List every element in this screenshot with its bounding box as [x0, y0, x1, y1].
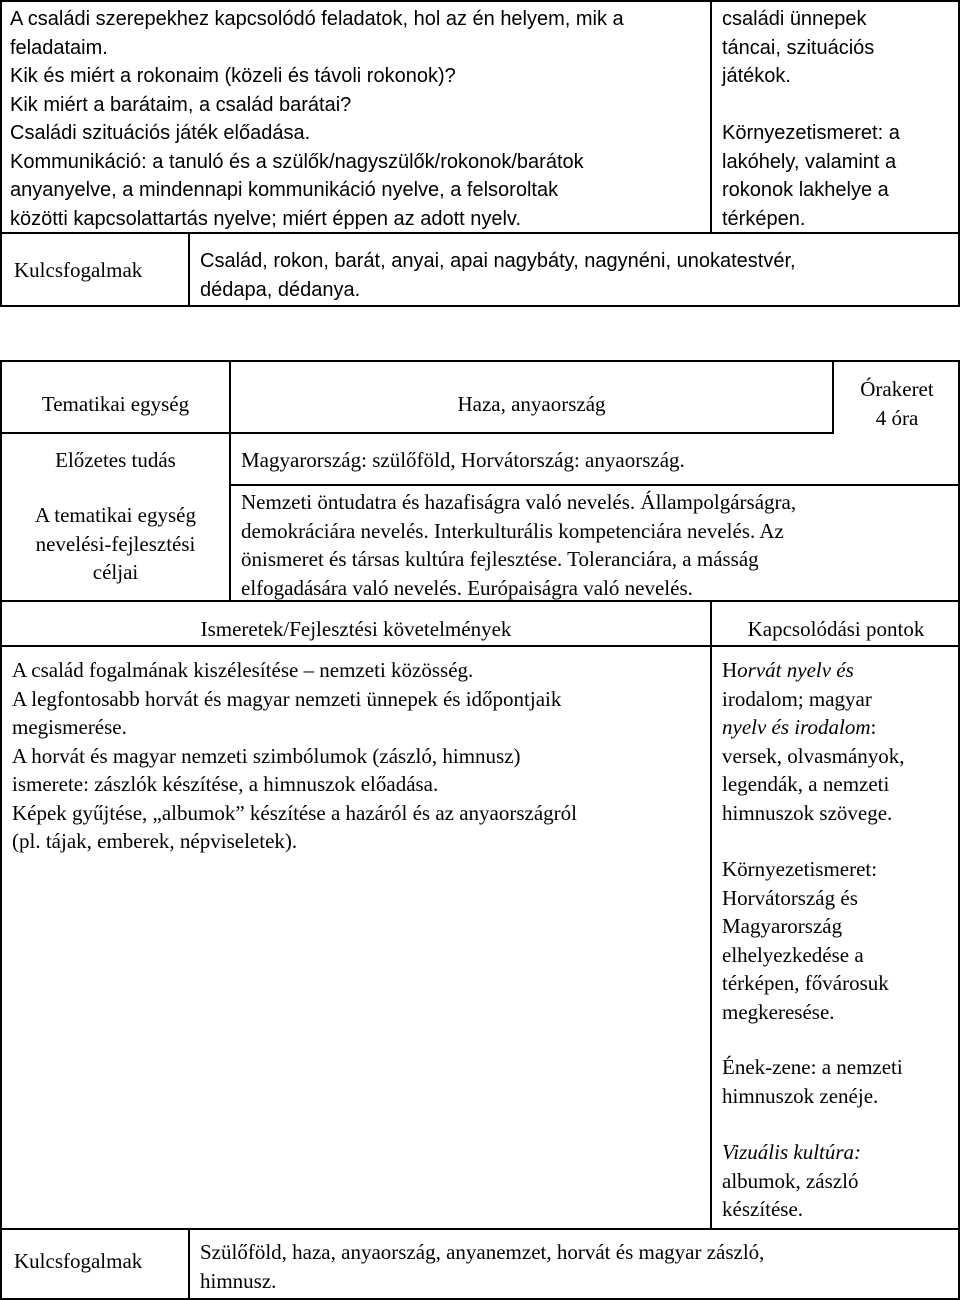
- orakeret-label: Órakeret: [860, 377, 934, 401]
- kapcsolodasi-header: Kapcsolódási pontok: [747, 617, 925, 641]
- table-1-connections-top: családi ünnepek táncai, szituációs játékok.: [722, 8, 875, 87]
- kapcs-block-environment: Környezetismeret: Horvátország és Magyarország elhelyezkedése a térképen, fővárosuk megkeresése.: [722, 857, 889, 1024]
- table-1-connections-env: Környezetismeret: a lakóhely, valamint a rokonok lakhelye a térképen.: [722, 122, 900, 230]
- table-2-kulcs-row-divider: [0, 1228, 960, 1230]
- table-1-kulcs-divider: [188, 232, 190, 307]
- elozetes-text: Magyarország: szülőföld, Horvátország: anyaország.: [241, 448, 685, 472]
- kapcs-block-literature: Horvát nyelv és irodalom; magyar nyelv és irodalom: versek, olvasmányok, legendák, a nemzeti himnuszok szövege.: [722, 658, 905, 825]
- table-1-activities: A családi szerepekhez kapcsolódó feladatok, hol az én helyem, mik a feladataim. Kik és miért a rokonaim (közeli és távoli rokonok)? Kik miért a barátaim, a család barátai? Családi szituációs játék előadása. Kommunikáció: a tanuló és a szülők/nagyszülők/rokonok/barátok anyanyelve, a mindennapi kommunikáció nyelve, a felsoroltak közötti kapcsolattartás nyelve; miért éppen az adott nyelv.: [10, 8, 624, 230]
- elozetes-label: Előzetes tudás: [55, 448, 176, 472]
- ismeretek-body: A család fogalmának kiszélesítése – nemzeti közösség. A legfontosabb horvát és magyar nemzeti ünnepek és időpontjaik megismerése. A horvát és magyar nemzeti szimbólumok (zászló, himnusz) ismerete: zászlók készítése, a himnuszok előadása. Képek gyűjtése, „albumok” készítése a hazáról és az anyaországról (pl. tájak, emberek, népviseletek).: [12, 658, 577, 853]
- celjai-text: Nemzeti öntudatra és hazafiságra való nevelés. Állampolgárságra, demokráciára nevelés. Interkulturális kompetenciára nevelés. Az önismeret és társas kultúra fejlesztése. Toleranciára, a másság elfogadására való nevelés. Európaiságra való nevelés.: [241, 490, 797, 600]
- table-2-kulcs-label: Kulcsfogalmak: [14, 1249, 143, 1273]
- table-1-kulcs-label: Kulcsfogalmak: [14, 258, 143, 282]
- table-2-title-divider: [0, 432, 834, 434]
- orakeret: [834, 375, 960, 432]
- table-1-kulcs-text: Család, rokon, barát, anyai, apai nagybáty, nagynéni, unokatestvér, dédapa, dédanya.: [200, 250, 796, 301]
- orakeret-value: 4 óra: [875, 405, 919, 430]
- unit-title: Haza, anyaország: [457, 392, 606, 416]
- kapcs-block-music: Ének-zene: a nemzeti himnuszok zenéje.: [722, 1055, 903, 1108]
- table-2-header-divider: [0, 645, 960, 647]
- tematikai-label: Tematikai egység: [41, 392, 190, 416]
- table-2-kulcs-text: Szülőföld, haza, anyaország, anyanemzet, horvát és magyar zászló, himnusz.: [200, 1240, 765, 1293]
- table-2-celjai-divider: [229, 484, 960, 486]
- celjai-label: A tematikai egység nevelési-fejlesztési céljai: [35, 503, 196, 584]
- kapcs-block-visual: Vizuális kultúra: albumok, zászló készítése.: [722, 1140, 862, 1221]
- table-2-kapcs-divider: [710, 600, 712, 1230]
- ismeretek-header: Ismeretek/Fejlesztési követelmények: [200, 617, 512, 641]
- table-1-divider: [710, 0, 712, 234]
- table-2-kulcs-divider: [188, 1228, 190, 1300]
